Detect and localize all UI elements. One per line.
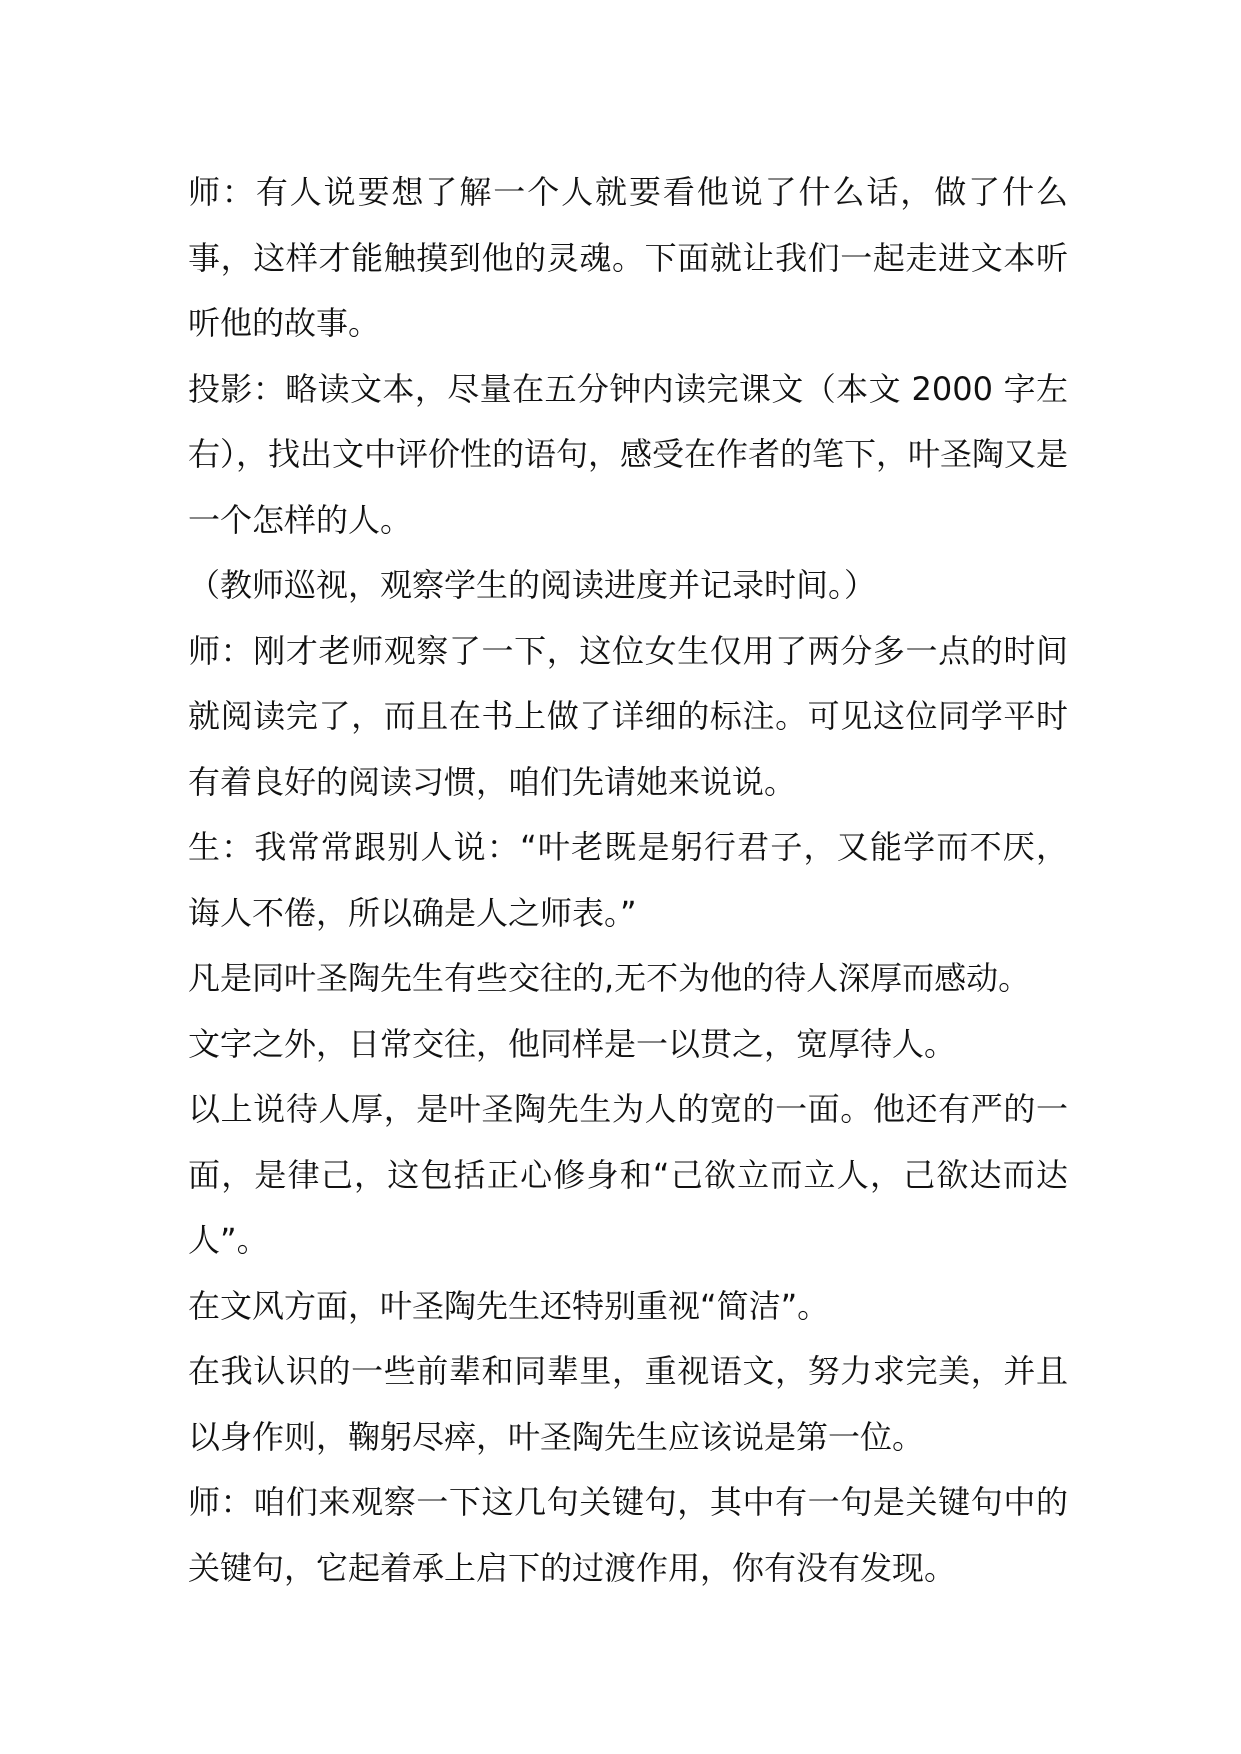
document-body (188, 160, 1068, 1601)
paragraph-student-answer: 生：我常常跟别人说：“叶老既是躬行君子，又能学而不厌，诲人不倦，所以确是人之师表。” (188, 828, 1068, 932)
paragraph-quote-daily-life: 文字之外，日常交往，他同样是一以贯之，宽厚待人。 (188, 1024, 957, 1063)
paragraph-quote-first: 在我认识的一些前辈和同辈里，重视语文，努力求完美，并且以身作则，鞠躬尽瘁，叶圣陶先生应该说是第一位。 (188, 1352, 1068, 1456)
paragraph-teacher-intro: 师：有人说要想了解一个人就要看他说了什么话，做了什么事，这样才能触摸到他的灵魂。下面就让我们一起走进文本听听他的故事。 (188, 173, 1068, 342)
paragraph-quote-style: 在文风方面，叶圣陶先生还特别重视“简洁”。 (188, 1286, 830, 1325)
paragraph-quote-strict: 以上说待人厚，是叶圣陶先生为人的宽的一面。他还有严的一面，是律己，这包括正心修身和“己欲立而立人，己欲达而达人”。 (188, 1090, 1068, 1259)
paragraph-projection-task: 投影：略读文本，尽量在五分钟内读完课文（本文 2000 字左右），找出文中评价性的语句，感受在作者的笔下，叶圣陶又是一个怎样的人。 (188, 369, 1069, 539)
paragraph-quote-interaction: 凡是同叶圣陶先生有些交往的,无不为他的待人深厚而感动。 (188, 959, 1031, 997)
paragraph-teacher-observation: 师：刚才老师观察了一下，这位女生仅用了两分多一点的时间就阅读完了，而且在书上做了详细的标注。可见这位同学平时有着良好的阅读习惯，咱们先请她来说说。 (188, 631, 1068, 801)
paragraph-teacher-key-sentence: 师：咱们来观察一下这几句关键句，其中有一句是关键句中的关键句，它起着承上启下的过渡作用，你有没有发现。 (188, 1483, 1068, 1587)
paragraph-stage-direction: （教师巡视，观察学生的阅读进度并记录时间。） (188, 566, 877, 604)
